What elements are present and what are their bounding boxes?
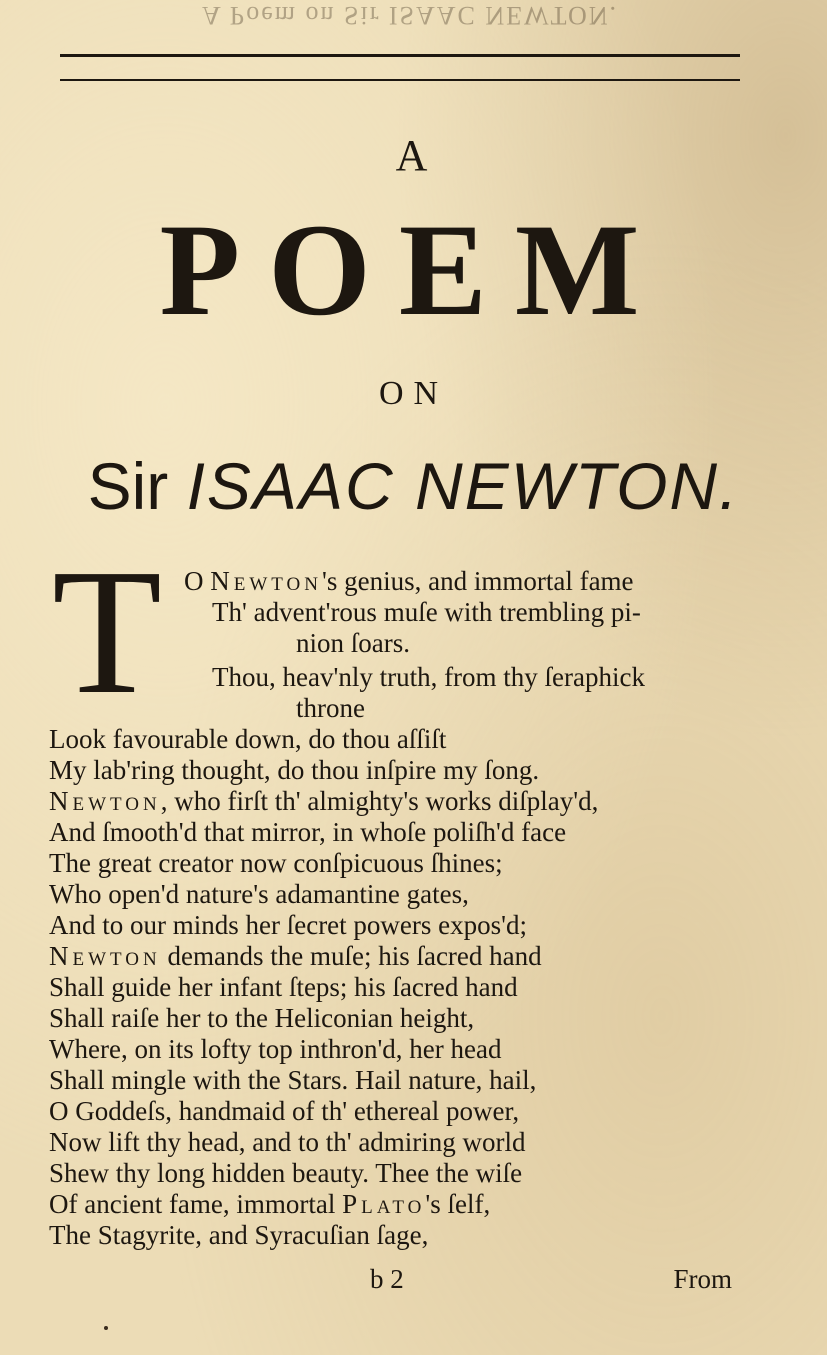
verse-smallcaps: Newton (210, 566, 322, 596)
verse-line-20: Shew thy long hidden beauty. Thee the wiſe (49, 1158, 523, 1188)
verse-line-18: O Goddeſs, handmaid of th' ethereal power, (49, 1096, 520, 1126)
verse-line-22: The Stagyrite, and Syracuſian ſage, (49, 1220, 429, 1250)
verse-line-10: The great creator now conſpicuous ſhines; (49, 848, 503, 878)
title-poem: POEM (159, 196, 668, 343)
verse-line-4: Thou, heav'nly truth, from thy ſeraphick (212, 662, 646, 692)
title-subject (0, 446, 827, 526)
verse-text: demands the muſe; his ſacred hand (160, 941, 542, 971)
verse-line-16: Where, on its lofty top inthron'd, her head (49, 1034, 502, 1064)
top-rule (60, 54, 740, 57)
verse-line-17: Shall mingle with the Stars. Hail nature, hail, (49, 1065, 537, 1095)
second-rule (60, 79, 740, 81)
verse-line-6: Look favourable down, do thou aſſiſt (49, 724, 447, 754)
verse-text: , who firſt th' almighty's works diſplay'd, (160, 786, 599, 816)
title-isaac-newton: ISAAC NEWTON. (186, 449, 740, 523)
verse-line-3: nion ſoars. (296, 628, 410, 658)
title-on: ON (378, 375, 449, 412)
verse-text: Of ancient fame, immortal (49, 1189, 343, 1219)
verse-smallcaps: Plato (342, 1189, 426, 1219)
bleed-through-running-head: A Poem on Sir ISAAC NEWTON. (201, 1, 619, 30)
verse-line-9: And ſmooth'd that mirror, in whoſe poliſh'd face (49, 817, 567, 847)
verse-line-19: Now lift thy head, and to th' admiring world (49, 1127, 526, 1157)
title-a: A (395, 131, 432, 180)
verse-line-7: My lab'ring thought, do thou inſpire my ſong. (49, 755, 540, 785)
verse-line-21 (49, 1189, 749, 1220)
signature-mark: b 2 (370, 1264, 404, 1294)
verse-line-5: throne (296, 693, 365, 723)
ink-speck (104, 1326, 108, 1330)
verse-line-15: Shall raiſe her to the Heliconian height, (49, 1003, 475, 1033)
verse-line-8 (49, 786, 749, 817)
drop-cap: T (52, 532, 162, 731)
verse-line-2: Th' advent'rous muſe with trembling pi- (212, 597, 641, 627)
verse-text: 's ſelf, (425, 1189, 491, 1219)
verse-line-14: Shall guide her infant ſteps; his ſacred hand (49, 972, 518, 1002)
verse-line-1 (184, 566, 827, 597)
verse-smallcaps: Newton (49, 941, 161, 971)
title-sir: Sir (87, 449, 169, 523)
verse-text: 's genius, and immortal fame (322, 566, 634, 596)
verse-line-11: Who open'd nature's adamantine gates, (49, 879, 469, 909)
verse-line-13 (49, 941, 749, 972)
catchword: From (673, 1264, 732, 1294)
verse-text: O (184, 566, 211, 596)
verse-line-12: And to our minds her ſecret powers expos'd; (49, 910, 528, 940)
verse-smallcaps: Newton (49, 786, 161, 816)
